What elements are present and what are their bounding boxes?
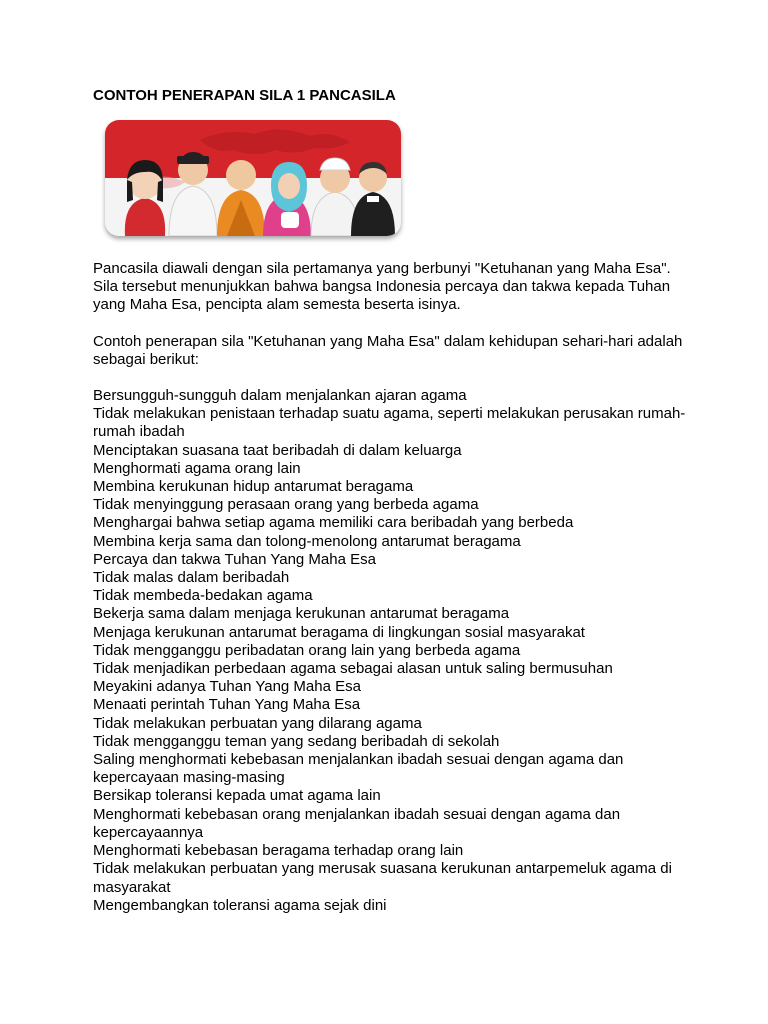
list-item: Menjaga kerukunan antarumat beragama di lingkungan sosial masyarakat (93, 623, 585, 641)
list-item: Saling menghormati kebebasan menjalankan ibadah sesuai dengan agama dan kepercayaan masing-masing (93, 751, 624, 787)
list-item: Menghormati kebebasan orang menjalankan ibadah sesuai dengan agama dan kepercayaannya (93, 805, 621, 841)
intro-paragraph: Pancasila diawali dengan sila pertamanya yang berbunyi "Ketuhanan yang Maha Esa". Sila tersebut menunjukkan bahwa bangsa Indonesia percaya dan takwa kepada Tuhan yang Maha Esa, pencipta alam semesta beserta isinya. (93, 260, 671, 314)
document-title: CONTOH PENERAPAN SILA 1 PANCASILA (93, 87, 396, 104)
list-item: Tidak malas dalam beribadah (93, 569, 290, 587)
list-item: Tidak melakukan perbuatan yang dilarang agama (93, 714, 422, 732)
list-item: Tidak menjadikan perbedaan agama sebagai alasan untuk saling bermusuhan (93, 660, 613, 678)
list-item: Bekerja sama dalam menjaga kerukunan antarumat beragama (93, 605, 510, 623)
list-item: Mengembangkan toleransi agama sejak dini (93, 896, 387, 914)
list-item: Tidak melakukan perbuatan yang merusak suasana kerukunan antarpemeluk agama di masyarakat (93, 860, 672, 896)
list-item: Menaati perintah Tuhan Yang Maha Esa (93, 696, 361, 714)
list-item: Tidak mengganggu teman yang sedang beribadah di sekolah (93, 732, 500, 750)
list-item: Percaya dan takwa Tuhan Yang Maha Esa (93, 550, 376, 568)
list-item: Menghormati kebebasan beragama terhadap orang lain (93, 842, 464, 860)
list-item: Tidak melakukan penistaan terhadap suatu agama, seperti melakukan perusakan rumah-rumah ibadah (93, 405, 686, 441)
examples-list (93, 387, 693, 915)
list-item: Menghargai bahwa setiap agama memiliki cara beribadah yang berbeda (93, 514, 574, 532)
list-item: Bersungguh-sungguh dalam menjalankan ajaran agama (93, 387, 467, 405)
diverse-people-illustration (105, 120, 401, 236)
list-item: Tidak mengganggu peribadatan orang lain yang berbeda agama (93, 641, 521, 659)
list-item: Meyakini adanya Tuhan Yang Maha Esa (93, 678, 361, 696)
list-item: Menciptakan suasana taat beribadah di dalam keluarga (93, 441, 462, 459)
list-item: Bersikap toleransi kepada umat agama lain (93, 787, 381, 805)
examples-intro-paragraph: Contoh penerapan sila "Ketuhanan yang Maha Esa" dalam kehidupan sehari-hari adalah sebagai berikut: (93, 332, 683, 368)
list-item: Membina kerja sama dan tolong-menolong antarumat beragama (93, 532, 521, 550)
document-page (93, 87, 693, 915)
list-item: Tidak menyinggung perasaan orang yang berbeda agama (93, 496, 479, 514)
list-item: Tidak membeda-bedakan agama (93, 587, 313, 605)
list-item: Membina kerukunan hidup antarumat beragama (93, 478, 414, 496)
list-item: Menghormati agama orang lain (93, 459, 301, 477)
